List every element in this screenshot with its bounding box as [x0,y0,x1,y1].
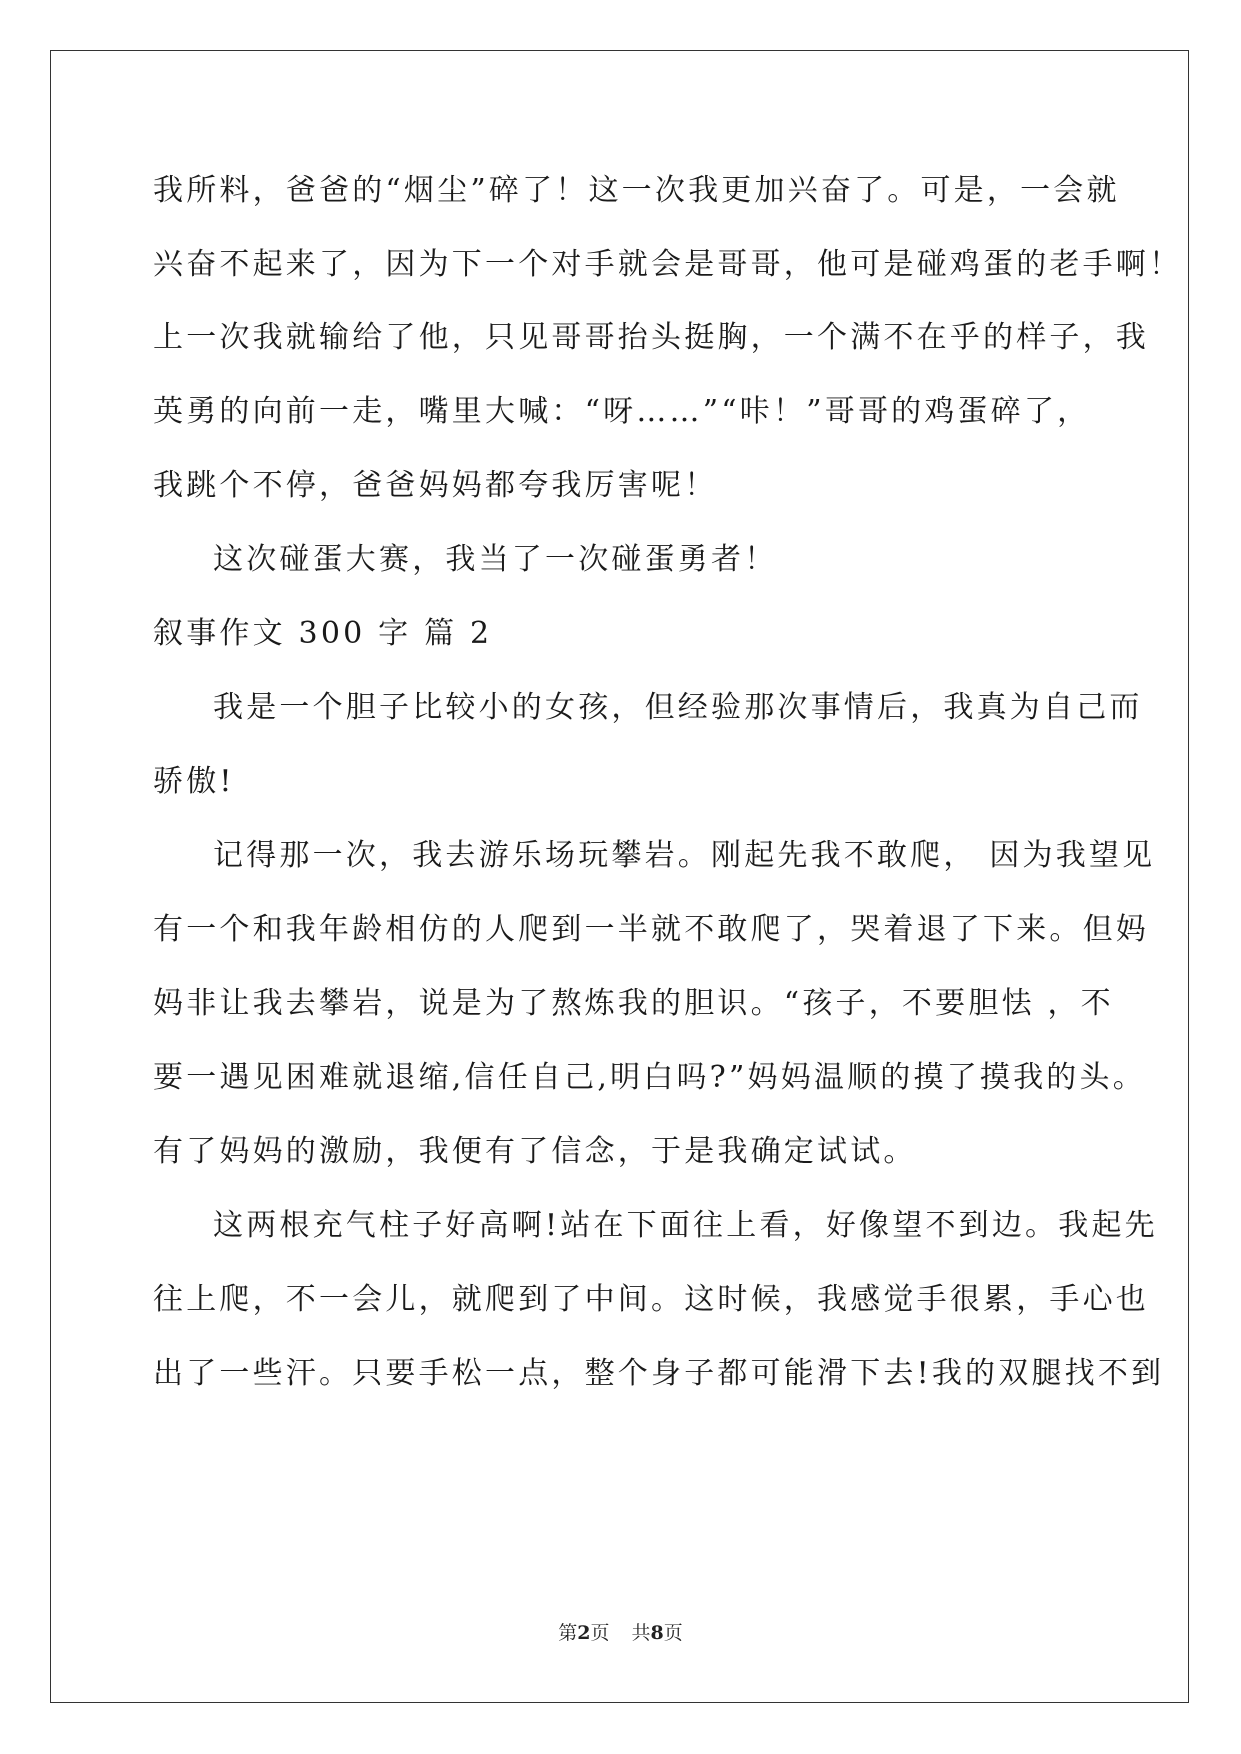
page-footer [0,1621,1241,1645]
body-line-11: 有一个和我年龄相仿的人爬到一半就不敢爬了，哭着退了下来。但妈 [153,912,1149,947]
paragraph-line-6: 这次碰蛋大赛，我当了一次碰蛋勇者！ [213,542,778,577]
footer-page-number: 2 [577,1622,591,1644]
footer-total-prefix: 共 [631,1622,651,1644]
body-line-17: 出了一些汗。只要手松一点，整个身子都可能滑下去!我的双腿找不到 [153,1356,1165,1391]
paragraph-line-8: 我是一个胆子比较小的女孩，但经验那次事情后，我真为自己而 [213,690,1143,725]
body-line-16: 往上爬，不一会儿，就爬到了中间。这时候，我感觉手很累，手心也 [153,1282,1149,1317]
footer-page-suffix: 页 [590,1622,610,1644]
footer-total-pages: 8 [650,1622,664,1644]
body-line-12: 妈非让我去攀岩，说是为了熬炼我的胆识。“孩子，不要胆怯 ，不 [153,986,1114,1021]
body-line-4: 英勇的向前一走，嘴里大喊：“呀……”“咔！”哥哥的鸡蛋碎了， [153,394,1091,429]
paragraph-line-10: 记得那一次，我去游乐场玩攀岩。刚起先我不敢爬， 因为我望见 [213,838,1156,873]
body-line-5: 我跳个不停，爸爸妈妈都夸我厉害呢！ [153,468,718,503]
section-heading: 叙事作文 300 字 篇 2 [153,616,493,651]
body-line-2: 兴奋不起来了，因为下一个对手就会是哥哥，他可是碰鸡蛋的老手啊！ [153,247,1183,282]
paragraph-line-15: 这两根充气柱子好高啊!站在下面往上看，好像望不到边。我起先 [213,1208,1158,1243]
footer-total-suffix: 页 [663,1622,683,1644]
body-line-9: 骄傲! [153,764,235,799]
body-line-14: 有了妈妈的激励，我便有了信念，于是我确定试试。 [153,1134,917,1169]
body-line-3: 上一次我就输给了他，只见哥哥抬头挺胸，一个满不在乎的样子，我 [153,320,1149,355]
body-line-13: 要一遇见困难就退缩,信任自己,明白吗?”妈妈温顺的摸了摸我的头。 [153,1060,1146,1095]
page-border [50,50,1189,1703]
body-line-1: 我所料，爸爸的“烟尘”碎了！这一次我更加兴奋了。可是，一会就 [153,173,1120,208]
footer-page-prefix: 第 [558,1622,578,1644]
